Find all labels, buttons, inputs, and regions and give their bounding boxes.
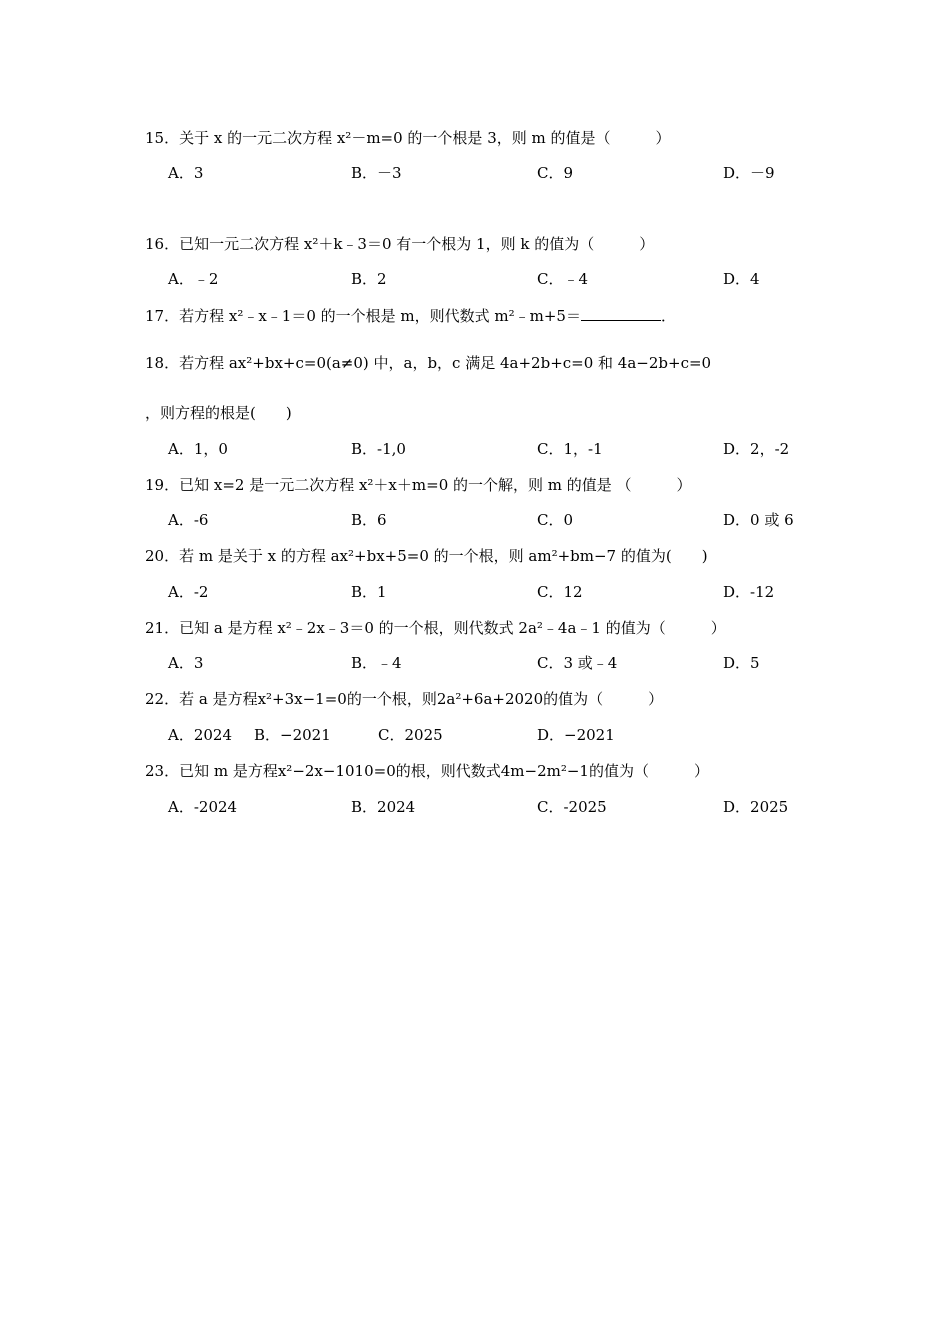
option-d: D．2，-2 bbox=[723, 440, 790, 458]
option-c: C．0 bbox=[537, 511, 574, 529]
question-22: 22．若 a 是方程x²+3x−1=0的一个根，则2a²+6a+2020的值为（ ） bbox=[145, 690, 664, 708]
option-c: C．9 bbox=[537, 164, 574, 182]
option-c: C．12 bbox=[537, 583, 583, 601]
question-17-text: 17．若方程 x²﹣x﹣1＝0 的一个根是 m，则代数式 m²﹣m+5＝ bbox=[145, 307, 581, 325]
option-a: A．﹣2 bbox=[168, 270, 219, 288]
question-21: 21．已知 a 是方程 x²﹣2x﹣3＝0 的一个根，则代数式 2a²﹣4a﹣1 的值为（ ） bbox=[145, 619, 726, 637]
option-a: A．2024 bbox=[168, 726, 233, 744]
question-17 bbox=[145, 304, 676, 327]
option-d: D．5 bbox=[723, 654, 760, 672]
option-c: C．﹣4 bbox=[537, 270, 589, 288]
option-d: D．－9 bbox=[723, 164, 775, 182]
option-b: B．2 bbox=[351, 270, 387, 288]
option-d: D．4 bbox=[723, 270, 760, 288]
question-19: 19．已知 x=2 是一元二次方程 x²＋x＋m=0 的一个解，则 m 的值是 （ ） bbox=[145, 476, 692, 494]
option-c: C．-2025 bbox=[537, 798, 607, 816]
option-d: D．2025 bbox=[723, 798, 789, 816]
option-b: B．－3 bbox=[351, 164, 402, 182]
option-a: A．3 bbox=[168, 164, 204, 182]
option-b: B．-1,0 bbox=[351, 440, 406, 458]
option-b: B．1 bbox=[351, 583, 387, 601]
option-d: D．−2021 bbox=[537, 726, 615, 744]
option-a: A．-6 bbox=[168, 511, 209, 529]
question-20: 20．若 m 是关于 x 的方程 ax²+bx+5=0 的一个根，则 am²+bm−7 的值为( ) bbox=[145, 547, 708, 565]
option-a: A．3 bbox=[168, 654, 204, 672]
option-d: D．0 或 6 bbox=[723, 511, 794, 529]
option-c: C．2025 bbox=[378, 726, 443, 744]
option-b: B．2024 bbox=[351, 798, 416, 816]
answer-blank bbox=[581, 304, 661, 321]
option-c: C．3 或﹣4 bbox=[537, 654, 618, 672]
option-c: C．1，-1 bbox=[537, 440, 603, 458]
question-15: 15．关于 x 的一元二次方程 x²－m=0 的一个根是 3，则 m 的值是（ ） bbox=[145, 129, 671, 147]
option-b: B．﹣4 bbox=[351, 654, 402, 672]
option-d: D．-12 bbox=[723, 583, 775, 601]
question-18: 18．若方程 ax²+bx+c=0(a≠0) 中，a，b，c 满足 4a+2b+c=0 和 4a−2b+c=0 bbox=[145, 354, 712, 372]
question-16: 16．已知一元二次方程 x²＋k﹣3＝0 有一个根为 1，则 k 的值为（ ） bbox=[145, 235, 655, 253]
option-a: A．1，0 bbox=[168, 440, 228, 458]
option-a: A．-2 bbox=[168, 583, 209, 601]
option-a: A．-2024 bbox=[168, 798, 238, 816]
option-b: B．−2021 bbox=[254, 726, 331, 744]
question-18-cont: ，则方程的根是( ) bbox=[145, 404, 292, 422]
option-b: B．6 bbox=[351, 511, 387, 529]
question-17-end: ． bbox=[660, 307, 676, 325]
question-23: 23．已知 m 是方程x²−2x−1010=0的根，则代数式4m−2m²−1的值为（ ） bbox=[145, 762, 709, 780]
